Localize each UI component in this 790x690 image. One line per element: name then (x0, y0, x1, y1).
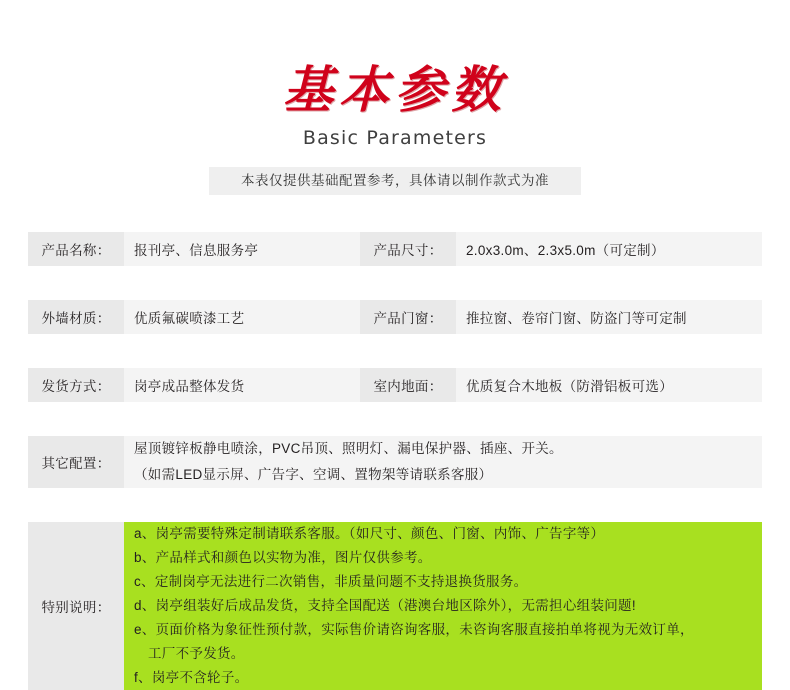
row-label-product-name: 产品名称： (28, 232, 124, 266)
table-row-special-notes (28, 522, 762, 690)
subtitle-banner: 本表仅提供基础配置参考，具体请以制作款式为准 (209, 167, 581, 195)
table-row-other-config (28, 436, 762, 488)
table-row (28, 300, 762, 334)
spec-table-wrap (28, 232, 762, 690)
note-line-f: f、岗亭不含轮子。 (134, 670, 249, 685)
row-value-product-size: 2.0x3.0m、2.3x5.0m（可定制） (456, 232, 762, 266)
row-value-product-name: 报刊亭、信息服务亭 (124, 232, 360, 266)
note-line-d: d、岗亭组装好后成品发货，支持全国配送（港澳台地区除外），无需担心组装问题! (134, 598, 636, 613)
row-value-shipping: 岗亭成品整体发货 (124, 368, 360, 402)
note-line-b: b、产品样式和颜色以实物为准，图片仅供参考。 (134, 550, 432, 565)
row-separator (28, 266, 762, 300)
row-label-special-notes: 特别说明： (28, 522, 124, 690)
row-label-other-config: 其它配置： (28, 436, 124, 488)
table-row (28, 232, 762, 266)
row-separator (28, 402, 762, 436)
row-value-indoor-floor: 优质复合木地板（防滑铝板可选） (456, 368, 762, 402)
row-label-doors-windows: 产品门窗： (360, 300, 456, 334)
note-line-e: e、页面价格为象征性预付款，实际售价请咨询客服，未咨询客服直接拍单将视为无效订单， (134, 622, 694, 637)
table-row (28, 368, 762, 402)
row-value-special-notes (124, 522, 762, 690)
spec-table (28, 232, 762, 690)
row-label-indoor-floor: 室内地面： (360, 368, 456, 402)
other-config-line-2: （如需LED显示屏、广告字、空调、置物架等请联系客服） (134, 467, 493, 482)
row-value-doors-windows: 推拉窗、卷帘门窗、防盗门等可定制 (456, 300, 762, 334)
page-title-cn: 基本参数 (283, 60, 507, 119)
row-label-shipping: 发货方式： (28, 368, 124, 402)
note-line-a: a、岗亭需要特殊定制请联系客服。（如尺寸、颜色、门窗、内饰、广告字等） (134, 526, 605, 541)
other-config-line-1: 屋顶镀锌板静电喷涂，PVC吊顶、照明灯、漏电保护器、插座、开关。 (134, 441, 563, 456)
title-block (0, 0, 790, 149)
note-line-e-continued: 工厂不予发货。 (148, 646, 245, 661)
row-separator (28, 488, 762, 522)
row-label-wall-material: 外墙材质： (28, 300, 124, 334)
page-title-en: Basic Parameters (302, 127, 488, 149)
row-label-product-size: 产品尺寸： (360, 232, 456, 266)
row-value-wall-material: 优质氟碳喷漆工艺 (124, 300, 360, 334)
row-separator (28, 334, 762, 368)
note-line-c: c、定制岗亭无法进行二次销售，非质量问题不支持退换货服务。 (134, 574, 528, 589)
row-value-other-config (124, 436, 762, 488)
